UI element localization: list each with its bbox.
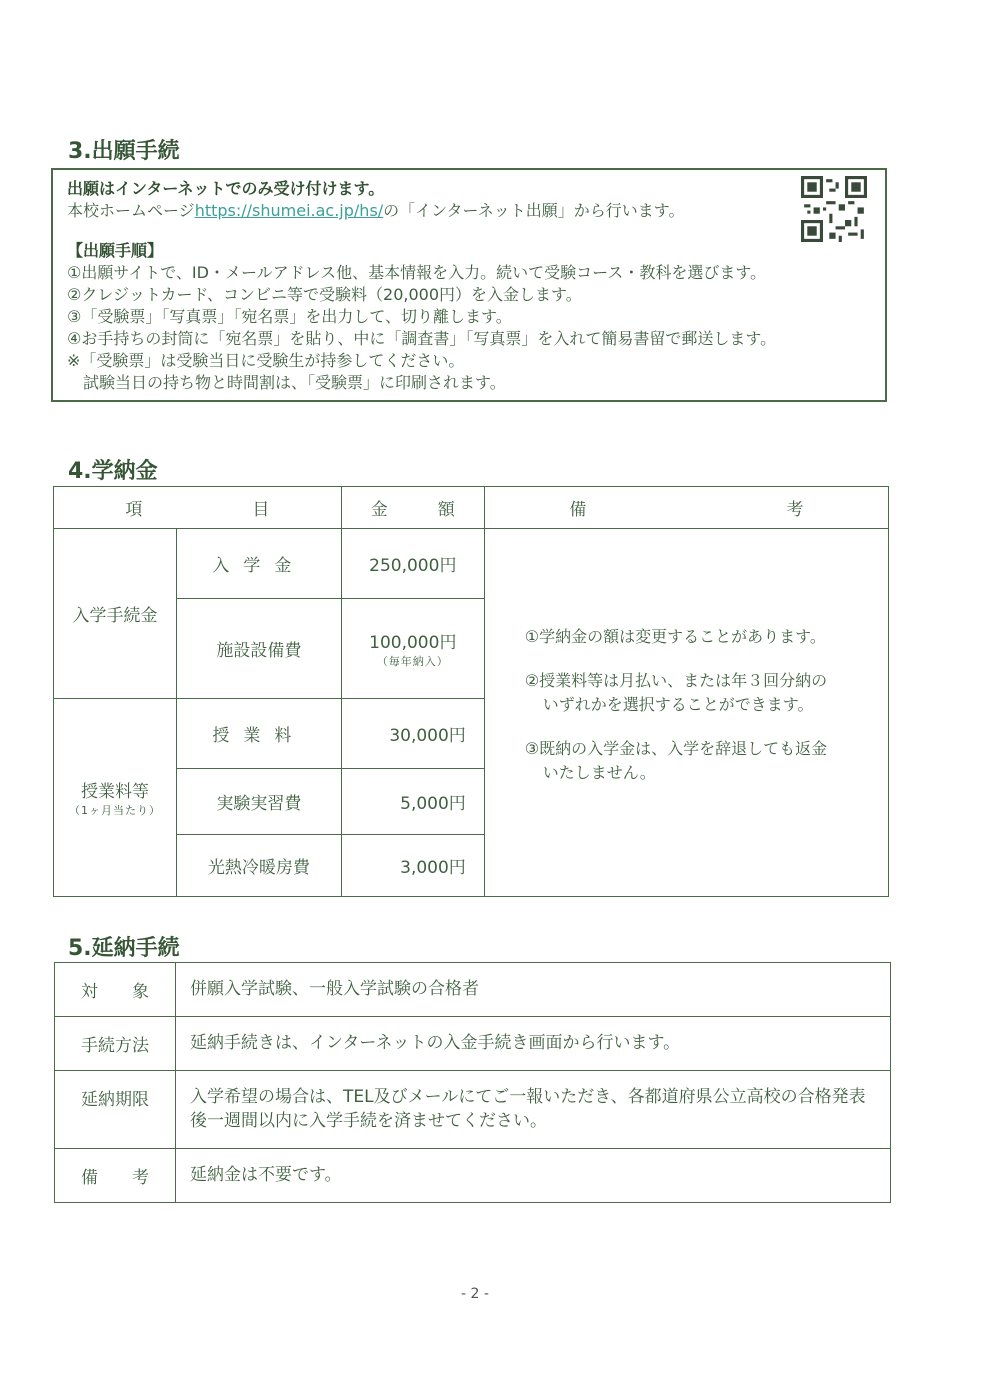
amount-cell: 250,000円 [341, 529, 484, 599]
section-5-title: 5.延納手続 [68, 936, 180, 961]
step-4: ④お手持ちの封筒に「宛名票」を貼り、中に「調査書」「写真票」を入れて簡易書留で郵送します。 [67, 329, 777, 348]
amount-value: 100,000円 [369, 633, 457, 653]
application-procedure-box [51, 168, 887, 402]
item-cell: 授業料 [177, 699, 342, 769]
note-1: ①学納金の額は変更することがあります。 [524, 627, 826, 646]
header-item [54, 487, 342, 529]
header-item-char-2: 目 [252, 500, 270, 520]
qr-code-icon[interactable] [801, 176, 867, 242]
step-1: ①出願サイトで、ID・メールアドレス他、基本情報を入力。続いて受験コース・教科を選びます。 [67, 263, 767, 282]
amount-cell: 3,000円 [341, 835, 484, 897]
note-3-line-1: ③既納の入学金は、入学を辞退しても返金 [524, 739, 828, 758]
table-row [54, 529, 889, 599]
homepage-suffix: の「インターネット出願」から行います。 [383, 201, 685, 220]
step-2: ②クレジットカード、コンビニ等で受験料（20,000円）を入金します。 [67, 285, 582, 304]
note-3-line-2: いたしません。 [542, 763, 656, 782]
homepage-line [67, 198, 684, 221]
remarks-cell [484, 529, 888, 897]
deferral-value: 入学希望の場合は、TEL及びメールにてご一報いただき、各都道府県公立高校の合格発表後一週間以内に入学手続を済ませてください。 [176, 1071, 891, 1149]
step-note-1: ※「受験票」は受験当日に受験生が持参してください。 [67, 351, 465, 370]
note-2-line-2: いずれかを選択することができます。 [542, 695, 814, 714]
deferral-value: 併願入学試験、一般入学試験の合格者 [176, 963, 891, 1017]
table-row [55, 963, 891, 1017]
table-header-row [54, 487, 889, 529]
header-amount-char-2: 額 [437, 500, 455, 520]
header-item-char-1: 項 [125, 500, 143, 520]
header-amount-char-1: 金 [370, 500, 388, 520]
page-number: - 2 - [461, 1286, 489, 1302]
deferral-value: 延納金は不要です。 [176, 1149, 891, 1203]
tuition-table [53, 486, 889, 897]
group-tuition-label: 授業料等 [81, 782, 149, 802]
step-note-2: 試験当日の持ち物と時間割は、「受験票」に印刷されます。 [67, 373, 506, 392]
section-4-title: 4.学納金 [68, 459, 158, 484]
group-tuition [54, 699, 177, 897]
header-remarks-char-1: 備 [569, 500, 587, 520]
application-lead: 出願はインターネットでのみ受け付けます。 [67, 179, 385, 198]
step-3: ③「受験票」「写真票」「宛名票」を出力して、切り離します。 [67, 307, 512, 326]
deferral-key: 延納期限 [55, 1071, 176, 1149]
item-cell: 光熱冷暖房費 [177, 835, 342, 897]
deferral-table [54, 962, 891, 1203]
group-admission-fees: 入学手続金 [54, 529, 177, 699]
header-amount [341, 487, 484, 529]
table-row [55, 1071, 891, 1149]
item-cell: 実験実習費 [177, 769, 342, 835]
homepage-prefix: 本校ホームページ [67, 201, 195, 220]
note-3 [525, 737, 888, 785]
amount-cell [341, 599, 484, 699]
table-row [55, 1149, 891, 1203]
homepage-link[interactable]: https://shumei.ac.jp/hs/ [194, 201, 384, 220]
amount-note: （毎年納入） [376, 655, 449, 668]
deferral-key: 対 象 [55, 963, 176, 1017]
deferral-key: 手続方法 [55, 1017, 176, 1071]
header-remarks-char-2: 考 [786, 500, 804, 520]
header-remarks [484, 487, 888, 529]
deferral-key: 備 考 [55, 1149, 176, 1203]
deferral-value: 延納手続きは、インターネットの入金手続き画面から行います。 [176, 1017, 891, 1071]
item-cell: 入学金 [177, 529, 342, 599]
section-3-title: 3.出願手続 [68, 139, 180, 164]
amount-cell: 30,000円 [341, 699, 484, 769]
item-cell: 施設設備費 [177, 599, 342, 699]
amount-cell: 5,000円 [341, 769, 484, 835]
note-2-line-1: ②授業料等は月払い、または年３回分納の [524, 671, 828, 690]
table-row [55, 1017, 891, 1071]
group-tuition-sub: （1ヶ月当たり） [69, 804, 161, 817]
note-2 [525, 669, 888, 717]
steps-title: 【出願手順】 [67, 241, 164, 260]
